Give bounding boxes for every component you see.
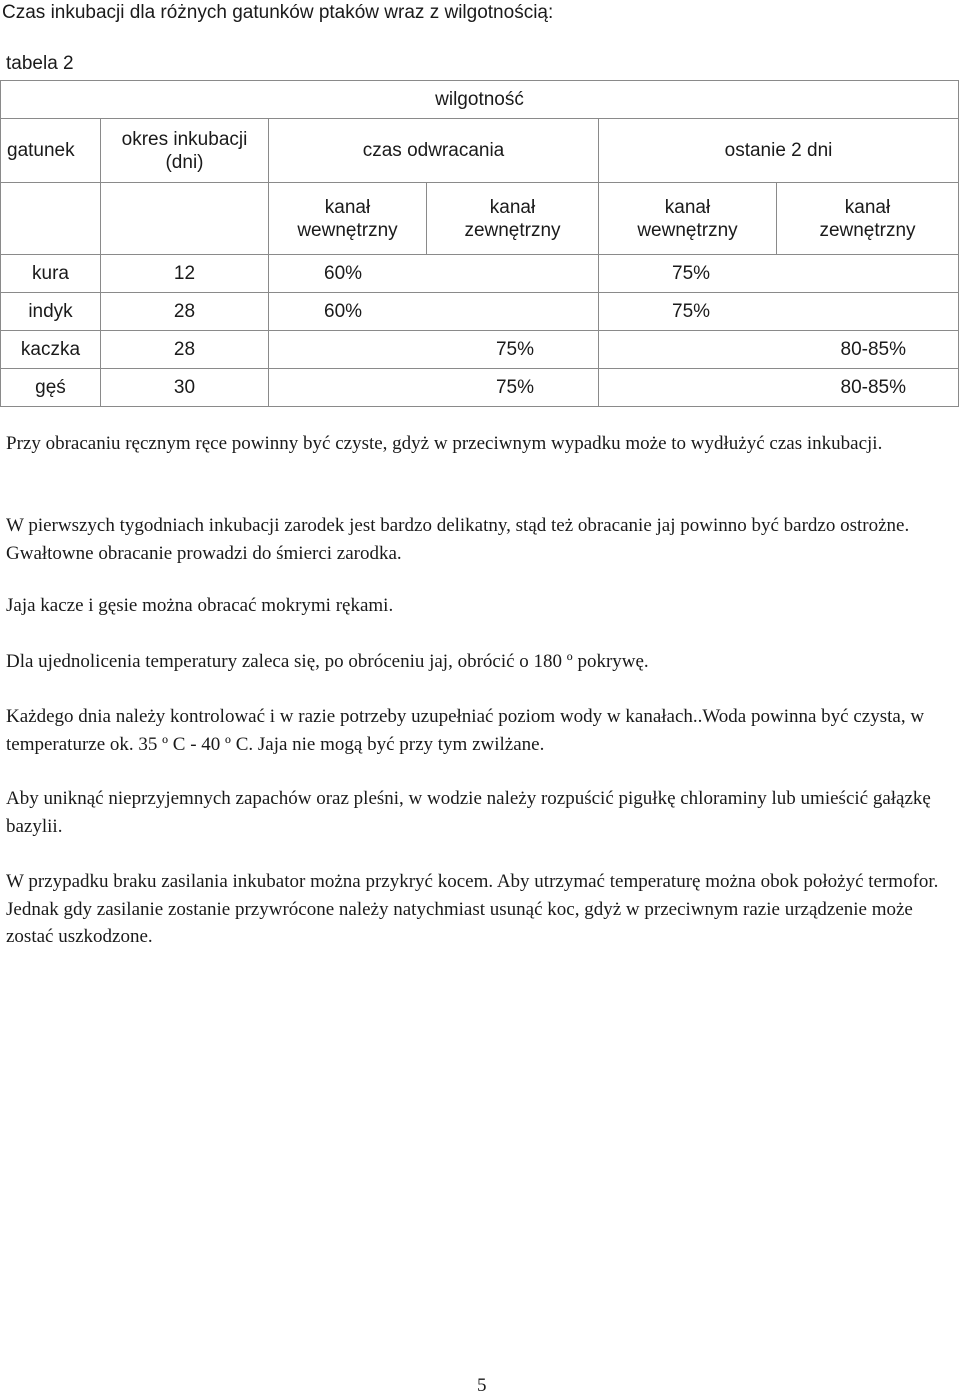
turn-value-cell: 60%	[269, 293, 599, 331]
period-header-line1: okres inkubacji	[121, 128, 248, 150]
paragraph: Dla ujednolicenia temperatury zaleca się, po obróceniu jaj, obrócić o 180 º pokrywę.	[6, 651, 649, 672]
days-cell: 30	[101, 369, 269, 407]
turn-inner-header: kanał wewnętrzny	[269, 183, 427, 255]
page-heading: Czas inkubacji dla różnych gatunków ptaków wraz z wilgotnością:	[2, 2, 554, 23]
last-value-cell: 80-85%	[599, 331, 959, 369]
period-header-line2: (dni)	[165, 151, 204, 173]
paragraph: W przypadku braku zasilania inkubator można przykryć kocem. Aby utrzymać temperaturę można obok położyć termofor. Jednak gdy zasilanie zostanie przywrócone należy natychmiast usunąć koc, gdyż w przeciwnym razie urządzenie może zostać uszkodzone.	[6, 871, 939, 947]
paragraph: W pierwszych tygodniach inkubacji zarodek jest bardzo delikatny, stąd też obracanie jaj powinno być bardzo ostrożne. Gwałtowne obracanie prowadzi do śmierci zarodka.	[6, 515, 910, 564]
turning-header: czas odwracania	[269, 119, 599, 183]
last-days-header: ostanie 2 dni	[599, 119, 959, 183]
table-header-row	[1, 119, 959, 183]
days-cell: 28	[101, 331, 269, 369]
days-cell: 28	[101, 293, 269, 331]
table-row	[1, 255, 959, 293]
species-cell: indyk	[1, 293, 101, 331]
species-cell: gęś	[1, 369, 101, 407]
turn-value-cell: 75%	[269, 331, 599, 369]
humidity-header: wilgotność	[1, 81, 959, 119]
paragraph: Aby uniknąć nieprzyjemnych zapachów oraz pleśni, w wodzie należy rozpuścić pigułkę chloraminy lub umieścić gałązkę bazylii.	[6, 788, 931, 837]
table-row	[1, 293, 959, 331]
incubation-table	[0, 80, 959, 407]
last-value-cell: 75%	[599, 255, 959, 293]
period-header	[101, 119, 269, 183]
page-number: 5	[477, 1375, 487, 1396]
turn-outer-header: kanał zewnętrzny	[427, 183, 599, 255]
paragraph: Przy obracaniu ręcznym ręce powinny być czyste, gdyż w przeciwnym wypadku może to wydłużyć czas inkubacji.	[6, 433, 883, 454]
turn-value-cell: 75%	[269, 369, 599, 407]
last-value-cell: 75%	[599, 293, 959, 331]
paragraph: Jaja kacze i gęsie można obracać mokrymi rękami.	[6, 595, 394, 616]
species-cell: kaczka	[1, 331, 101, 369]
table-header-row	[1, 81, 959, 119]
species-header: gatunek	[1, 119, 101, 183]
table-row	[1, 369, 959, 407]
turn-value-cell: 60%	[269, 255, 599, 293]
last-outer-header: kanał zewnętrzny	[777, 183, 959, 255]
empty-cell	[101, 183, 269, 255]
table-row	[1, 331, 959, 369]
empty-cell	[1, 183, 101, 255]
table-header-row	[1, 183, 959, 255]
species-cell: kura	[1, 255, 101, 293]
last-value-cell: 80-85%	[599, 369, 959, 407]
table-caption: tabela 2	[6, 53, 74, 74]
paragraph: Każdego dnia należy kontrolować i w razie potrzeby uzupełniać poziom wody w kanałach..Woda powinna być czysta, w temperaturze ok. 35 º C - 40 º C. Jaja nie mogą być przy tym zwilżane.	[6, 706, 925, 755]
last-inner-header: kanał wewnętrzny	[599, 183, 777, 255]
days-cell: 12	[101, 255, 269, 293]
